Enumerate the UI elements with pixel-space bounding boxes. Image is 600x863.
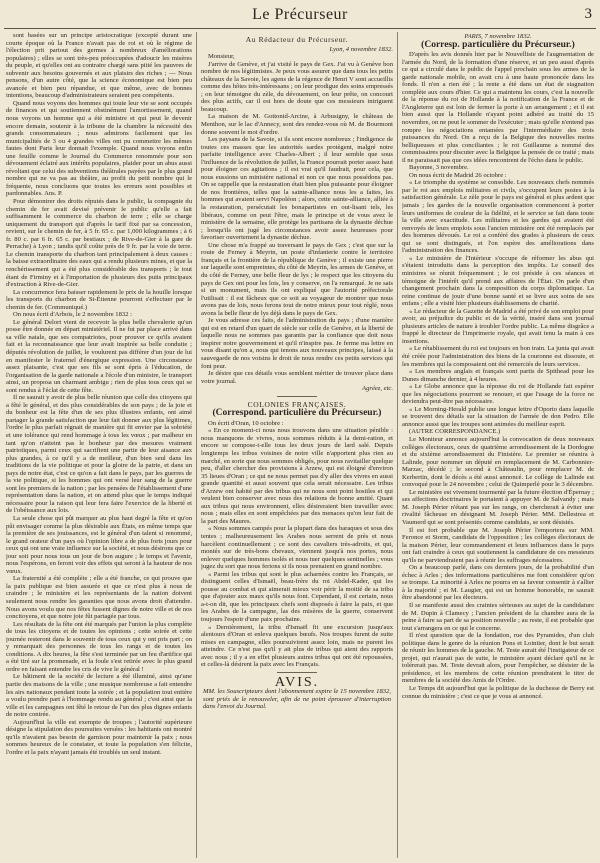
- paragraph: Le bâtiment de la société de lecture a été illuminé, ainsi qu'une partie des maisons de la ville ; une musique nombreuse a fait entendre les airs nationaux pendant toute la soirée ; et la population tout entière a voulu prendre part à l'hommage rendu au général ; c'est ainsi que la ville et les campagnes ont fêté le retour de l'un des plus dignes enfants de notre contrée.: [6, 673, 192, 719]
- letter-sign: Agréez, etc.: [362, 385, 393, 393]
- paragraph: Les paysans de la Savoie, si ils sont encore nombreux ; l'indigence de toutes ces masses que les autorités sardes protègent, malgré notre parfaite intelligence avec Charles-Albert ; il leur semble que sous l'influence de la révolution de juillet, la France pourrait porter assez haut pour éloigner ces agitations ; il est vrai qu'il faudrait, pour cela, que nous eussions un ministère national et non ce que nous possédons pas. On se rappelle que la restauration était bien plus puissante pour éloigner de nos frontières, telles que la sainte-alliance nous les a faites, les hommes qui avaient servi Napoléon ; alors, cette sainte-alliance, alliée à la restauration, persécutait les bonapartistes en out-lisant tels, les libéraux, comme on peut l'être, mais le principe et de vous avez le ministère de la semaine, elle protège les partisans de la dynastie déchue ; lorsqu'ils ont jugé les circonstances avoir assez heureuses pour favoriser ouvertement la dynastie déchue.: [201, 136, 393, 242]
- section-rule: [277, 672, 317, 673]
- paragraph: Le Temps dit aujourd'hui que la politique de la duchesse de Berry est connue du ministère ; c'est ce que je vous ai annoncé.: [402, 685, 594, 700]
- letter-salutation: Monsieur,: [208, 53, 235, 61]
- paragraph: La concurrence fera baisser rapidement le prix de la houille lorsque les transports du charbon de St-Étienne pourront s'effectuer par le chemin de fer. (Communiqué.): [6, 288, 192, 311]
- notice-title: AVIS.: [274, 674, 320, 690]
- header-rule: [4, 28, 596, 29]
- paragraph: « Le Morning-Herald publie une longue lettre d'Oporto dans laquelle se trouvent des détails sur la situation de l'armée de don Pedro. Elle annonce aussi que les troupes sont animées du meilleur esprit.: [402, 405, 594, 428]
- letter-dateline: Lyon, 4 novembre 1832.: [329, 45, 393, 53]
- paragraph: « Le Globe annonce que la réponse du roi de Hollande fait espérer que les négociations pourront se renouer, et que l'usage de la force ne deviendra peut-être pas nécessaire.: [402, 383, 594, 406]
- paragraph: « Le rétablissement du roi est toujours en bon train. La junta qui avait été créée pour l'administration des biens de la couronne est dissoute, et les membres qui la composaient ont été remerciés de leurs services.: [402, 345, 594, 368]
- paragraph: On nous écrit d'Arbois, le 2 novembre 1832 :: [13, 311, 132, 319]
- colonies-dateline: On écrit d'Oran, 10 octobre :: [208, 419, 284, 427]
- paragraph: Aujourd'hui la ville est exempte de troupes ; l'autorité supérieure désigne la stipulation des poursuites versées : les habitants ont montré qu'ils n'avaient pas besoin de garnison pour maintenir la paix ; nous sommes heureux de le constater, et toute la population s'en félicite, l'ordre et la paix n'ayant jamais été troublés un seul instant.: [6, 718, 192, 756]
- paragraph: Le ministère est vivement tourmenté par la future élection d'Épernay ; ses affections doctrinaires le portaient à appuyer M. de Salvandy ; mais M. Joseph Périer n'étant pas sur les rangs, on chercherait à éviter une rivalité fâcheuse en désignant M. Joseph Périer. MM. Dellestrea et Vaumerd qui se sont présentés comme candidats, se sont désistés.: [402, 488, 594, 526]
- paragraph: Il est fort probable que M. Joseph Périer l'emportera sur MM. Feronce et Storm, candidats de l'opposition ; les collèges électoraux de la maison Périer, leur commandement et leurs influences dans le pays ont fait craindre à ceux qui soutiennent la candidature de ces messieurs qu'ils ne parviendraient pas à réunir les suffrages nécessaires.: [402, 526, 594, 564]
- paragraph: Le Moniteur annonce aujourd'hui la convocation de deux nouveaux collèges électoraux, ceux de quatrième arrondissement de la Dordogne et du sixième arrondissement du Finistère. Le premier se réunira à Lalinde, pour nommer un député en remplacement de M. Carbonnier-Marzac, décédé ; le second à Châteaulin, pour remplacer M. de Kerbertin, dont le décès a été aussi annoncé. Le collège de Lalinde est convoqué pour le 24 novembre ; celui de Quimperlé pour le 3 décembre.: [402, 435, 594, 489]
- paragraph: On a beaucoup parlé, dans ces derniers jours, de la probabilité d'un échec à Arles ; des informations particulières me font considérer qu'on se trompe. La minorité à Arles ne pourra en sa faveur consentir à s'allier à la majorité ; et M. Laugier, qui est un homme honorable, ne saurait être abandonné par les électeurs.: [402, 564, 594, 602]
- column-2: [201, 32, 393, 858]
- paragraph: « Le ministère de l'Intérieur s'occupe de réformer les abus qui s'étaient introduits dans la perception des impôts. Le conseil des ministres se réunit fréquemment ; le roi préside à ces séances et témoigne de l'intérêt qu'il prend aux affaires de l'État. On parle d'un changement prochain dans la composition du corps diplomatique. La reine continue de jouir d'une bonne santé et se livre aux soins de ses enfans ; elle a visité hier plusieurs établissemens de charité.: [402, 254, 594, 308]
- paragraph: « Nous sommes campés pour la plupart dans des baraques et sous des tentes ; malheureusement les Arabes nous serrent de près et nous harcèlent continuellement ; ce sont des cavaliers très-adroits, et qui, montés sur de très-bons chevaux, viennent jusqu'à nos portes, nous enlever quelques hommes isolés et nous tuer quelques sentinelles ; vous jugez du sort que nous ferions si ils nous prenaient en grand nombre.: [201, 525, 393, 571]
- paragraph: Il se manifeste aussi des craintes sérieuses au sujet de la candidature de M. Dupin à Clamecy ; l'ancien président de la chambre aura de la peine à faire sa part de sa position nouvelle ; au reste, il est probable que tout s'arrangera en ce qui le concerne.: [402, 602, 594, 632]
- paragraph: Une chose m'a frappé au traversant le pays de Gex ; c'est que sur la route de Ferney à Meyrin, un poste d'infanterie contre le territoire français et la frontière de la république de Genève ; il existe une pierre sur laquelle sont empreintes, du côté de Meyrin, les armes de Genève, et du côté de Ferney, une belle fleur de lys ; le respect que les citoyens du pays de Gex ont pour les lois, les y conserve, on l'a remarqué. Je ne sais si un monument, mais ils ont expliqué que l'autorité préfectorale l'utilisait : il est fâcheux que ce soit au voyageur de montrer que nous avons pas de lois, nous ferons tout de notre mieux pour tout réglé, nous avons la belle fleur de lys déjà dans le pays de Gex.: [201, 241, 393, 317]
- correspondence-body: [402, 51, 594, 700]
- colonies-body: [201, 427, 393, 669]
- paragraph: « En ce moment-ci nous nous trouvons dans une situation pénible : nous manquons de vivres, nous sommes réduits à la demi-ration, et encore se compose-t-elle tous les deux jours de lard salé. Depuis longtemps les tribus voisines de notre ville n'apportent plus rien au marché, en sorte que nous sommes obligés, pour nous ravitailler quelque peu, d'aller chercher des provisions à Arzew, qui est éloigné d'environ 35 lieues d'Oran ; ce qui ne nous permet pas d'y aller des vivres en aussi grande quantité et aussi souvent que cela serait nécessaire. Les tribus d'Arzew ont habité par des tribus qui ne nous sont point hostiles et qui veulent bien conserver avec nous des relations de bonne amitié. Quant aux tribus qui nous environnent, elles désireraient bien travailler avec nous ; mais elles en sont empêchées par des menaces qu'on leur fait de la part des Maures.: [201, 427, 393, 525]
- paragraph: Les résultats de la fête ont été marqués par l'union la plus complète de tous les citoyens et de toutes les opinions ; cette soirée et cette journée resteront dans le souvenir de tous ceux qui y ont pris part ; on y remarquait des personnes de tous les rangs et de toutes les conditions. A dix heures, la fête s'est terminée par un feu d'artifice qui a été tiré sur la promenade, et la foule s'est retirée avec le plus grand ordre en faisant entendre les cris de vive le général !: [6, 620, 192, 673]
- paragraph: Bayonne, 3 novembre.: [409, 164, 469, 172]
- paragraph: Je désire que ces détails vous semblent mériter de trouver place dans votre journal.: [201, 370, 393, 385]
- paragraph: J'arrive de Genève, et j'ai visité le pays de Gex. J'ai vu à Genève bon nombre de nos légitimistes. Je peux vous assurer que dans tous les petits châteaux de la Savoie, les agens de la régence de Henri V sont accueillis comme des hôtes très-intéressans ; on leur prodigue des soins empressés ; on leur témoigne du zèle, du dévouement, on leur prête, on concourt des plus actifs, car il est hors de doute que ces messieurs intriguent beaucoup.: [201, 60, 393, 113]
- paragraph: La maison de M. Gottonid-Arcine, à Arbusigny, le château de Menthon, sur le lac d'Annecy, sont des rendez-vous où M. de Bourmont donne souvent le mot d'ordre.: [201, 113, 393, 136]
- column-1: [6, 32, 192, 858]
- notice-text: MM. les Souscripteurs dont l'abonnement expire le 15 novembre 1832, sont priés de le renouveler, afin de ne point éprouver d'interruption dans l'envoi du Journal.: [203, 688, 391, 711]
- paragraph: « Les membres anglais et français sont partis de Spithead pour les Dunes dimanche dernier, à 4 heures.: [402, 368, 594, 383]
- paragraph: « Dernièrement, la tribu d'Ismaël fit une excursion jusqu'aux alentours d'Oran et enleva quelques bœufs. Nos troupes furent de suite mises en campagne, elles poursuivirent assez loin, mais ne purent les atteindre. Ce n'est pas qu'il y ait plus de tribus qui aient des rapports avec nous ; il y a en effet plusieurs autres tribus qui ont été repoussées, et celles-là désirent la paix avec les Français.: [201, 623, 393, 669]
- paragraph: « Parmi les tribus qui sont le plus acharnées contre les Français, se distinguent celles d'Ismaël, beau-frère du roi Abdel-Kader, qui les pousse au combat et qui aimerait mieux voir périr la moitié de sa tribu que d'ajouter aux maux qu'ils nous font. Cependant, il est certain, nous a-t-on dit, que les principaux chefs sont disposés à faire la paix, et que les Arabes de la campagne, las des misères de la guerre, conservent toujours l'espoir d'une paix prochaine.: [201, 570, 393, 624]
- colonies-subheading: (Correspond. particulière du Précurseur.): [212, 408, 382, 419]
- column-divider: [196, 32, 197, 858]
- paragraph: Il ne saurait y avoir de plus belle réunion que celle des citoyens qui a fêté le général, et des plus considérables de son pays ; de la joie et du bonheur est la fête d'un de ses plus illustres enfants, ont aimé partager la grande satisfaction que leur fait donner aux plus légitimes, l'ordre le plus parfait régnait de manière qui fit envier par la sobriété et une tolérance qui rend hommage à tous les vœux ; par malheur en tant qu'on n'atteint pas le bonheur par des mesures vraiment patriotiques, parmi ceux qui sacrifient une partie de leur aisance aux plus grandes, à ce qu'il y a de meilleur, d'un bien seul dans les traditions de la vie politique et pour la gloire de la patrie, et dans un pays de notre état, c'est ce qu'on a fait dans le pays, par les guerres de la vie politique, si les hommes qui ont versé leur sang de la guerre sont les premiers de la nation ; par les pensées de l'établissement d'une représentation dans la nation, et on attend plus que le temps indiqué nécessaire pour la raison qui leur fera faire l'exercice de la liberté et de l'obéissance aux lois.: [6, 394, 192, 515]
- section-rule: [277, 396, 317, 397]
- page-number: 3: [584, 6, 592, 22]
- newspaper-title: Le Précurseur: [252, 6, 348, 23]
- letter-heading: Au Rédacteur du Précurseur.: [245, 35, 349, 44]
- column-3: [402, 32, 594, 858]
- paragraph: La fraternité a été complète ; elle a été franche, ce qui prouve que la paix publique est bien assurée et que ce n'est plus à nous de craindre ; le ministère et les représentants de la nation doivent seulement nous rendre les garanties que nous avons droit d'attendre. Nous avons voulu que nos fêtes fussent dignes de notre ville et de nos concitoyens, et que notre joie fût partagée par tous.: [6, 575, 192, 621]
- paragraph: sont basées sur un principe aristocratique (excepté durant une courte époque où la France n'avait pas de roi et où le régime de l'élection prit partout des germes à nombreux d'améliorations populaires) ; elles se sont très-peu préoccupées d'adoucir les misères du peuple, et qu'elles ont au contraire chargé sans pitié les pauvres de subvenir aux besoins gouvernés et aux plaisirs des riches ; — Nous pensons, d'un autre côté, que la science économique est bien peu avancée et bien peu répandue, et que même, avec de bonnes intentions, beaucoup d'administrateurs seraient peu compétents.: [6, 32, 192, 100]
- paragraph: Quand nous voyons des hommes qui toute leur vie se sont occupés de finances et qui soutiennent obstinément l'amortissement, quand nous voyons un homme qui a été ministre et qui peut le devenir encore demain, soutenir à la tribune de la chambre la nécessité des grands consommateurs ; nous admirons facilement que les municipalités de 3 ou 4 grandes villes ont pu commettre les mêmes fautes dont Paris leur donnait l'exemple. Quand nous voyons enfin une feuille comme le Journal du Commerce renommée pour son dévouement éclairé aux intérêts populaires, plaider pour un abus aussi révoltant que celui des subventions théâtrales payées par le plus grand nombre qui ne va pas au théâtre, au profit du petit nombre qui le fréquente, nous concluons que toutes les erreurs sont possibles et pardonnables. Ans. P.: [6, 99, 192, 198]
- correspondence-heading: (Corresp. particulière du Précurseur.): [421, 39, 575, 50]
- paragraph: Pour démontrer des droits réputés dans le public, la compagnie du chemin de fer avait devisé prévenir le public qu'elle a fait suffisamment le commerce du charbon de terre ; elle se charge uniquement du transport qui d'après le tarif fixé par sa concession, revient, sur le chemin de fer, à 5 fr. 65 c. par 1,000 kilogrammes ; à 6 fr. 80 c. par 6 fr. 65 c. par bestiaux ; de Rive-de-Gier à la gare de Perrache) à Lyon ; tandis qu'il coûte près de 9 fr. par la voie de terre. Le chemin transporte du charbon tant principalement à deux causes : la baisse extraordinaire des eaux qui a rendu plusieurs mines, et que la renchérissement qui a été plus considérable des transports ; le tout étant de Firminy et à l'importation de plusieurs des puits principaux d'extraction à Rive-de-Gier.: [6, 198, 192, 289]
- paragraph: On nous écrit de Madrid 26 octobre :: [409, 171, 507, 179]
- paragraph: D'après les avis donnés hier par le Nouvelliste de l'augmentation de l'armée du Nord, de la formation d'une réserve, et un peu aussi d'après ce qui a circulé dans le public de l'appel prochain sous les armes de la garde nationale mobile, on avait cru à une haute prononcée dans les fonds. Il n'en a rien été ; la rente a été dans un état de stagnation complète aux cours d'hier. Ce qui a maintenu les cours, c'est la nouvelle de la réponse du roi de Hollande à la notification de la France et de l'Angleterre qui est loin de fermer la porte à un arrangement ; et il est bien aussi que la Hollande n'ayant point adhéré au traité du 15 novembre, on ne peut le sommer de l'exécuter ; mais qu'elle n'entend pas rompre les négociations entamées par l'intermédiaire des trois puissances du Nord. On a reçu de la Belgique des nouvelles moins belliqueuses et plus conciliantes ; le roi Guillaume a nommé des commissaires pour discuter avec la Belgique la pensée de ce traité ; mais il ne paraissait pas que ces idées rencontrent de l'écho dans le public.: [402, 51, 594, 164]
- masthead: [0, 4, 600, 30]
- column-divider: [397, 32, 398, 858]
- letter-body: [201, 61, 393, 386]
- paragraph: Le général Delort vient de recevoir la plus belle chevalerie qu'un posse être donnée en départ ministériel. Il ne fut par place arrivé dans sa ville natale, que ses compatriotes, pour prouver ce qu'ils avaient fait et la reconnaissance que leur avait inspirée sa belle conduite ; députés révolution de juillet, le voulurent pas différer d'un jour de lui en manifester le fraternel d'énergique expression. Une circonstance assez plaisante, c'est que ses fils se sont épris à l'éducation, de l'organisation de la garde nationale a l'école d'un ministre, le transport ainsi, un proposa un charmant ambigu ; rien de plus tous ceux qui se sont rendus à l'éclat de cette fête.: [6, 318, 192, 394]
- paragraph: « Le triomphe du système se consolide. Les nouveaux chefs nommés par le roi aux emplois militaires et civils, s'occupent leurs postes à la satisfaction générale. Le zèle pour le pays est général et plus ardent que jamais ; les gardes de la nouvelle organisation commencent à porter leurs uniformes de couleur de la fidélité, et le service se fait dans toute la ville avec exactitude. Les militaires et les gardes qui avaient été renvoyés de leurs emplois sous l'ancien ministère ont été remplacés par des hommes dévoués. Le roi a conféré des grades à plusieurs de ceux qui se sont distingués, et l'on espère des améliorations dans l'administration des finances.: [402, 179, 594, 255]
- paragraph: (AUTRE CORRESPONDANCE.): [409, 428, 501, 436]
- paragraph: Je vous adresse ces faits, de l'administration du pays ; d'une manière qui est en retard d'un quart de siècle sur celle de Genève, et la liberté de laquelle nous ne sommes pas garantis par la confiance que doit nous inspirer notre gouvernement et qu'il n'inspire pas. Je ferme ma lettre en vous disant qu'on a, nous qui tenons aux nouveaux principes, laissé à la sauvegarde de nos voisins le droit de nous rendre ces petits services qui font peur.: [201, 317, 393, 370]
- paragraph: La seule chose qui pût marquer au plus haut degré la fête et qu'on pût envisager comme la plus désirable aux États, en même temps que la première de ses jouissances, est le général d'un talent si renommé, le grand orateur d'un pays où l'opinion libre a de plus forts jours pour ceux qui ont une vraie influence sur la société, et nous désirons que ce jour soit pour nous tous un jour de bon augure ; le temps et l'avenir, nous l'espérons, en feront voir des effets qui seront à la hauteur de nos vœux.: [6, 515, 192, 575]
- paragraph: « Le rédacteur de la Gazette de Madrid a été privé de son emploi pour avoir, au préjudice du public et de la vérité, inséré dans son journal plusieurs articles de nature à troubler l'ordre public. La même disgrâce a frappé le directeur de l'imprimerie royale, qui avait tenu la main à ces insertions.: [402, 307, 594, 345]
- paris-dateline: PARIS, 7 novembre 1832.: [464, 33, 532, 40]
- colonies-heading: COLONIES FRANÇAISES.: [247, 399, 347, 409]
- paragraph: Il n'est question que de la fondation, rue des Pyramides, d'un club politique dans le genre de la réunion Pons et Lointier, dont le but serait de réunir les hommes de la gauche. M. Teste aurait été l'instigateur de ce projet, qui n'aurait pas de suite, le ministère ayant déclaré qu'il ne le tolérerait pas. M. Teste devrait alors, pour l'empêcher, se désister de la présidence, et les membres de cette réunion prendraient le titre de membres de la société des Amis de l'Ordre.: [402, 632, 594, 685]
